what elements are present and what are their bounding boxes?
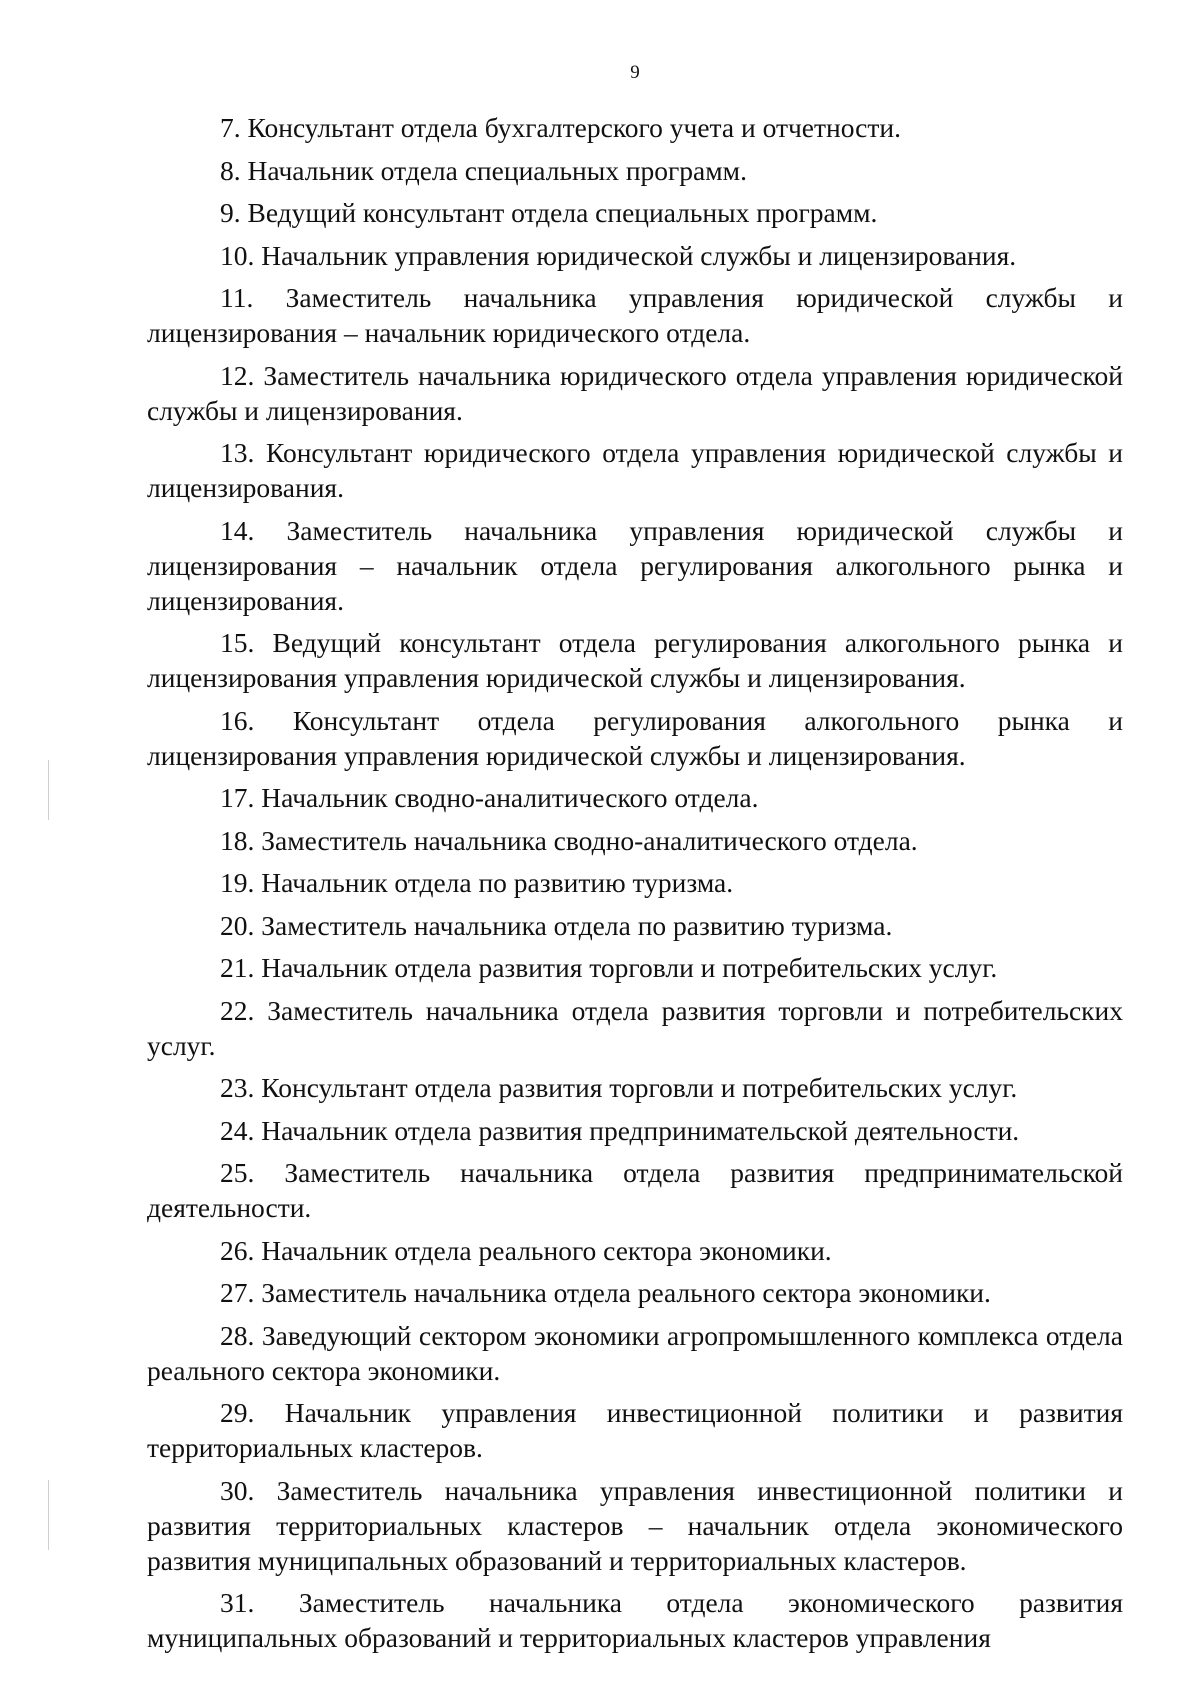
list-item: 22. Заместитель начальника отдела развития торговли и потребительских услуг. [147,994,1123,1061]
position-list [147,110,1123,1663]
list-item: 19. Начальник отдела по развитию туризма. [220,867,734,898]
list-item: 8. Начальник отдела специальных программ. [220,154,747,186]
list-item: 26. Начальник отдела реального сектора экономики. [220,1234,832,1266]
list-item: 24. Начальник отдела развития предпринимательской деятельности. [220,1114,1020,1146]
list-item: 17. Начальник сводно-аналитического отдела. [220,782,759,813]
list-item: 7. Консультант отдела бухгалтерского учета и отчетности. [220,112,902,143]
list-item: 12. Заместитель начальника юридического отдела управления юридической службы и лицензирования. [147,359,1123,426]
list-item: 13. Консультант юридического отдела управления юридической службы и лицензирования. [147,437,1123,503]
list-item: 20. Заместитель начальника отдела по развитию туризма. [220,909,893,941]
scan-edge-mark [48,760,49,820]
list-item: 28. Заведующий сектором экономики агропромышленного комплекса отдела реального сектора экономики. [147,1319,1123,1386]
list-item: 27. Заместитель начальника отдела реального сектора экономики. [220,1277,991,1308]
list-item: 23. Консультант отдела развития торговли и потребительских услуг. [220,1072,1018,1103]
list-item: 25. Заместитель начальника отдела развития предпринимательской деятельности. [147,1157,1123,1223]
list-item: 30. Заместитель начальника управления инвестиционной политики и развития территориальных кластеров – начальник отдела экономического развития муниципальных образований и территориальных кластеров. [147,1474,1123,1576]
page-number: 9 [630,62,640,83]
list-item: 31. Заместитель начальника отдела экономического развития муниципальных образований и территориальных кластеров управления [147,1587,1123,1653]
list-item: 10. Начальник управления юридической службы и лицензирования. [220,239,1017,271]
list-item: 11. Заместитель начальника управления юридической службы и лицензирования – начальник юридического отдела. [147,282,1123,348]
list-item: 9. Ведущий консультант отдела специальных программ. [220,197,878,228]
list-item: 21. Начальник отдела развития торговли и потребительских услуг. [220,952,998,983]
list-item: 16. Консультант отдела регулирования алкогольного рынка и лицензирования управления юридической службы и лицензирования. [147,704,1123,771]
list-item: 29. Начальник управления инвестиционной политики и развития территориальных кластеров. [147,1397,1123,1463]
list-item: 14. Заместитель начальника управления юридической службы и лицензирования – начальник отдела регулирования алкогольного рынка и лицензирования. [147,514,1123,616]
list-item: 18. Заместитель начальника сводно-аналитического отдела. [220,824,918,856]
list-item: 15. Ведущий консультант отдела регулирования алкогольного рынка и лицензирования управления юридической службы и лицензирования. [147,627,1123,693]
scan-edge-mark [48,1480,49,1550]
